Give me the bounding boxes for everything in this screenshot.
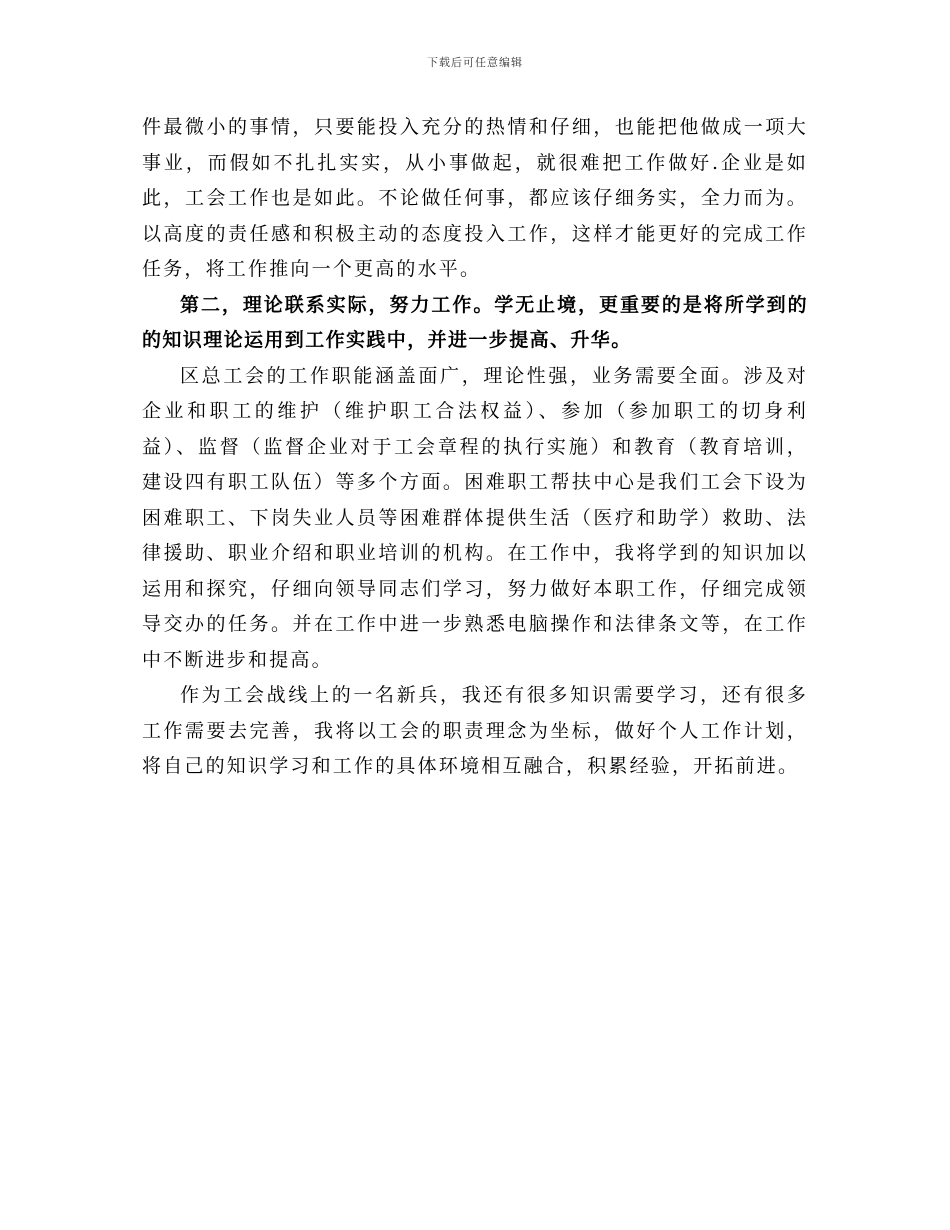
document-body [142, 110, 808, 785]
page-header-note: 下载后可任意编辑 [427, 56, 523, 69]
paragraph-conclusion: 作为工会战线上的一名新兵，我还有很多知识需要学习，还有很多工作需要去完善，我将以工会的职责理念为坐标，做好个人工作计划，将自己的知识学习和工作的具体环境相互融合，积累经验，开拓前进。 [142, 684, 808, 777]
paragraph-union-duties: 区总工会的工作职能涵盖面广，理论性强，业务需要全面。涉及对企业和职工的维护（维护职工合法权益）、参加（参加职工的切身利益）、监督（监督企业对于工会章程的执行实施）和教育（教育培训，建设四有职工队伍）等多个方面。困难职工帮扶中心是我们工会下设为困难职工、下岗失业人员等困难群体提供生活（医疗和助学）救助、法律援助、职业介绍和职业培训的机构。在工作中，我将学到的知识加以运用和探究，仔细向领导同志们学习，努力做好本职工作，仔细完成领导交办的任务。并在工作中进一步熟悉电脑操作和法律条文等，在工作中不断进步和提高。 [142, 364, 808, 671]
paragraph-heading-second-point: 第二，理论联系实际，努力工作。学无止境，更重要的是将所学到的的知识理论运用到工作实践中，并进一步提高、升华。 [142, 293, 808, 351]
paragraph-continuation: 件最微小的事情，只要能投入充分的热情和仔细，也能把他做成一项大事业，而假如不扎扎实实，从小事做起，就很难把工作做好.企业是如此，工会工作也是如此。不论做任何事，都应该仔细务实，全力而为。以高度的责任感和积极主动的态度投入工作，这样才能更好的完成工作任务，将工作推向一个更高的水平。 [142, 116, 808, 280]
